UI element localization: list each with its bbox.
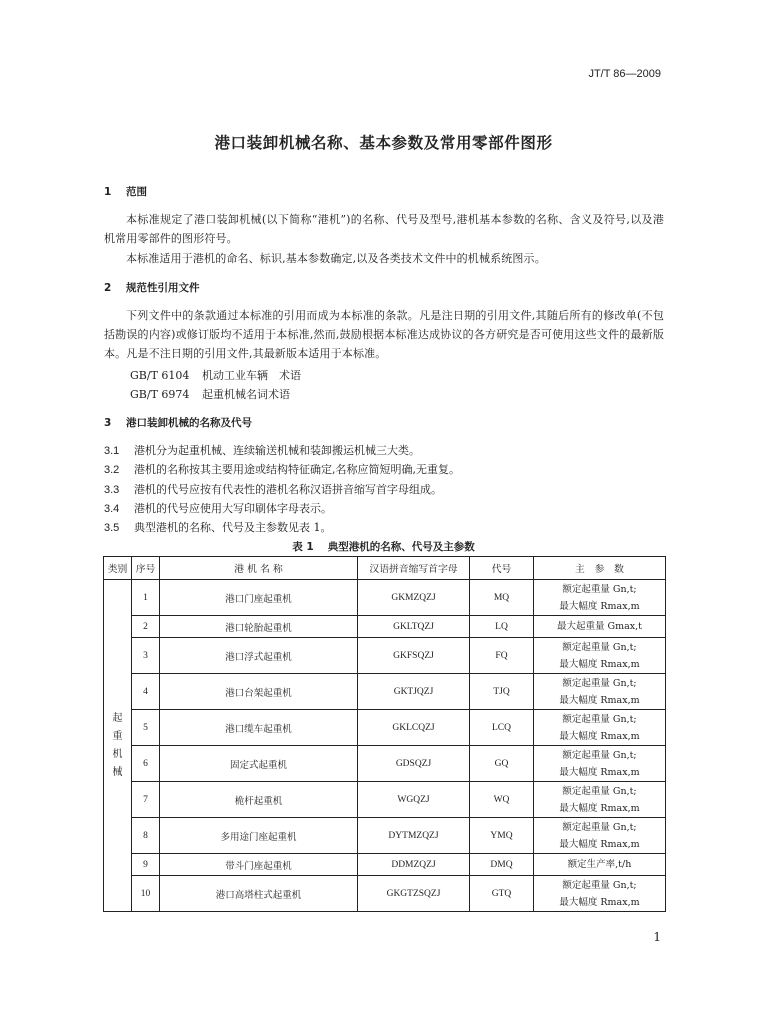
code-cell: LCQ xyxy=(470,710,534,746)
section-number: 2 xyxy=(104,282,112,294)
header-pinyin: 汉语拼音缩写首字母 xyxy=(358,557,470,580)
seq-cell: 8 xyxy=(132,818,160,854)
param-line: 最大幅度 Rmax,m xyxy=(559,838,640,850)
table-row xyxy=(104,746,666,782)
pinyin-cell: GDSQZJ xyxy=(358,746,470,782)
section-title: 港口装卸机械的名称及代号 xyxy=(126,417,252,429)
clause-text: 港机分为起重机械、连续输送机械和装卸搬运机械三大类。 xyxy=(134,444,420,457)
pinyin-cell: GKTJQZJ xyxy=(358,674,470,710)
clause-number: 3.3 xyxy=(104,484,120,496)
reference-item xyxy=(130,386,290,402)
param-line: 额定起重量 Gn,t; xyxy=(562,583,637,595)
reference-name: 机动工业车辆 术语 xyxy=(202,369,301,382)
standard-number: JT/T 86—2009 xyxy=(588,68,661,80)
code-cell: FQ xyxy=(470,638,534,674)
clause-number: 3.4 xyxy=(104,503,120,515)
param-line: 额定起重量 Gn,t; xyxy=(562,677,637,689)
pinyin-cell: WGQZJ xyxy=(358,782,470,818)
clause xyxy=(104,500,332,516)
name-cell: 多用途门座起重机 xyxy=(160,818,358,854)
header-category: 类别 xyxy=(104,557,132,580)
header-params: 主 参 数 xyxy=(534,557,666,580)
param-line: 最大幅度 Rmax,m xyxy=(559,802,640,814)
clause-text: 港机的名称按其主要用途或结构特征确定,名称应简短明确,无重复。 xyxy=(134,463,460,476)
params-cell xyxy=(534,854,666,876)
params-cell xyxy=(534,746,666,782)
seq-cell: 5 xyxy=(132,710,160,746)
section-2-heading xyxy=(104,280,200,295)
reference-code: GB/T 6104 xyxy=(130,369,190,382)
param-line: 最大幅度 Rmax,m xyxy=(559,896,640,908)
table-row xyxy=(104,710,666,746)
seq-cell: 3 xyxy=(132,638,160,674)
section-number: 1 xyxy=(104,186,112,198)
code-cell: LQ xyxy=(470,616,534,638)
param-line: 最大幅度 Rmax,m xyxy=(559,600,640,612)
param-line: 额定起重量 Gn,t; xyxy=(562,713,637,725)
table-row xyxy=(104,818,666,854)
name-cell: 桅杆起重机 xyxy=(160,782,358,818)
clause-number: 3.2 xyxy=(104,464,120,476)
name-cell: 港口高塔柱式起重机 xyxy=(160,876,358,912)
section-3-heading xyxy=(104,415,252,430)
params-cell xyxy=(534,782,666,818)
pinyin-cell: GKMZQZJ xyxy=(358,580,470,616)
params-cell xyxy=(534,616,666,638)
crane-table xyxy=(103,556,666,912)
category-cell: 起重机械 xyxy=(104,580,132,912)
clause-number: 3.5 xyxy=(104,522,120,534)
header-seq: 序号 xyxy=(132,557,160,580)
clause-text: 典型港机的名称、代号及主参数见表 1。 xyxy=(134,521,332,534)
pinyin-cell: GKFSQZJ xyxy=(358,638,470,674)
name-cell: 带斗门座起重机 xyxy=(160,854,358,876)
section-2-paragraph-1: 下列文件中的条款通过本标准的引用而成为本标准的条款。凡是注日期的引用文件,其随后所有的修改单(不包括勘误的内容)或修订版均不适用于本标准,然而,鼓励根据本标准达成协议的各方研究是否可使用这些文件的最新版本。凡是不注日期的引用文件,其最新版本适用于本标准。 xyxy=(104,309,664,360)
seq-cell: 1 xyxy=(132,580,160,616)
pinyin-cell: GKLTQZJ xyxy=(358,616,470,638)
code-cell: MQ xyxy=(470,580,534,616)
pinyin-cell: DYTMZQZJ xyxy=(358,818,470,854)
param-line: 最大幅度 Rmax,m xyxy=(559,694,640,706)
document-title: 港口装卸机械名称、基本参数及常用零部件图形 xyxy=(214,134,553,152)
clause xyxy=(104,461,460,477)
section-1-paragraph-2: 本标准适用于港机的命名、标识,基本参数确定,以及各类技术文件中的机械系统图示。 xyxy=(126,252,546,265)
name-cell: 港口浮式起重机 xyxy=(160,638,358,674)
seq-cell: 10 xyxy=(132,876,160,912)
table-header-row xyxy=(104,557,666,580)
table-row xyxy=(104,674,666,710)
param-line: 最大幅度 Rmax,m xyxy=(559,730,640,742)
param-line: 最大幅度 Rmax,m xyxy=(559,766,640,778)
code-cell: DMQ xyxy=(470,854,534,876)
param-line: 额定生产率,t/h xyxy=(567,859,632,870)
code-cell: GTQ xyxy=(470,876,534,912)
clause xyxy=(104,442,420,458)
pinyin-cell: GKGTZSQZJ xyxy=(358,876,470,912)
section-1-heading xyxy=(104,184,147,199)
code-cell: WQ xyxy=(470,782,534,818)
seq-cell: 2 xyxy=(132,616,160,638)
name-cell: 港口台架起重机 xyxy=(160,674,358,710)
param-line: 额定起重量 Gn,t; xyxy=(562,749,637,761)
pinyin-cell: GKLCQZJ xyxy=(358,710,470,746)
reference-name: 起重机械名词术语 xyxy=(202,388,290,401)
clause-text: 港机的代号应按有代表性的港机名称汉语拼音缩写首字母组成。 xyxy=(134,483,442,496)
reference-code: GB/T 6974 xyxy=(130,388,190,401)
section-title: 规范性引用文件 xyxy=(126,282,200,294)
seq-cell: 4 xyxy=(132,674,160,710)
table-row xyxy=(104,580,666,616)
code-cell: YMQ xyxy=(470,818,534,854)
clause-text: 港机的代号应使用大写印刷体字母表示。 xyxy=(134,502,332,515)
param-line: 额定起重量 Gn,t; xyxy=(562,785,637,797)
seq-cell: 7 xyxy=(132,782,160,818)
clause xyxy=(104,481,442,497)
params-cell xyxy=(534,674,666,710)
name-cell: 港口门座起重机 xyxy=(160,580,358,616)
header-code: 代号 xyxy=(470,557,534,580)
table-row xyxy=(104,854,666,876)
section-1-paragraph-1: 本标准规定了港口装卸机械(以下简称“港机”)的名称、代号及型号,港机基本参数的名称、含义及符号,以及港机常用零部件的图形符号。 xyxy=(104,213,664,245)
name-cell: 固定式起重机 xyxy=(160,746,358,782)
params-cell xyxy=(534,710,666,746)
table-row xyxy=(104,782,666,818)
section-number: 3 xyxy=(104,417,112,429)
clause xyxy=(104,519,332,535)
params-cell xyxy=(534,580,666,616)
table-caption xyxy=(0,539,767,554)
table-label: 表 1 xyxy=(292,541,314,553)
pinyin-cell: DDMZQZJ xyxy=(358,854,470,876)
clause-number: 3.1 xyxy=(104,445,120,457)
name-cell: 港口缆车起重机 xyxy=(160,710,358,746)
reference-item xyxy=(130,367,301,383)
param-line: 最大起重量 Gmax,t xyxy=(557,621,642,632)
param-line: 额定起重量 Gn,t; xyxy=(562,821,637,833)
name-cell: 港口轮胎起重机 xyxy=(160,616,358,638)
header-name: 港 机 名 称 xyxy=(160,557,358,580)
page-number: 1 xyxy=(653,930,661,944)
params-cell xyxy=(534,876,666,912)
table-title: 典型港机的名称、代号及主参数 xyxy=(327,541,475,553)
table-row xyxy=(104,616,666,638)
seq-cell: 9 xyxy=(132,854,160,876)
seq-cell: 6 xyxy=(132,746,160,782)
param-line: 额定起重量 Gn,t; xyxy=(562,879,637,891)
table-body xyxy=(104,580,666,912)
params-cell xyxy=(534,638,666,674)
table-row xyxy=(104,876,666,912)
section-title: 范围 xyxy=(126,186,147,198)
code-cell: TJQ xyxy=(470,674,534,710)
code-cell: GQ xyxy=(470,746,534,782)
param-line: 最大幅度 Rmax,m xyxy=(559,658,640,670)
params-cell xyxy=(534,818,666,854)
table-row xyxy=(104,638,666,674)
param-line: 额定起重量 Gn,t; xyxy=(562,641,637,653)
